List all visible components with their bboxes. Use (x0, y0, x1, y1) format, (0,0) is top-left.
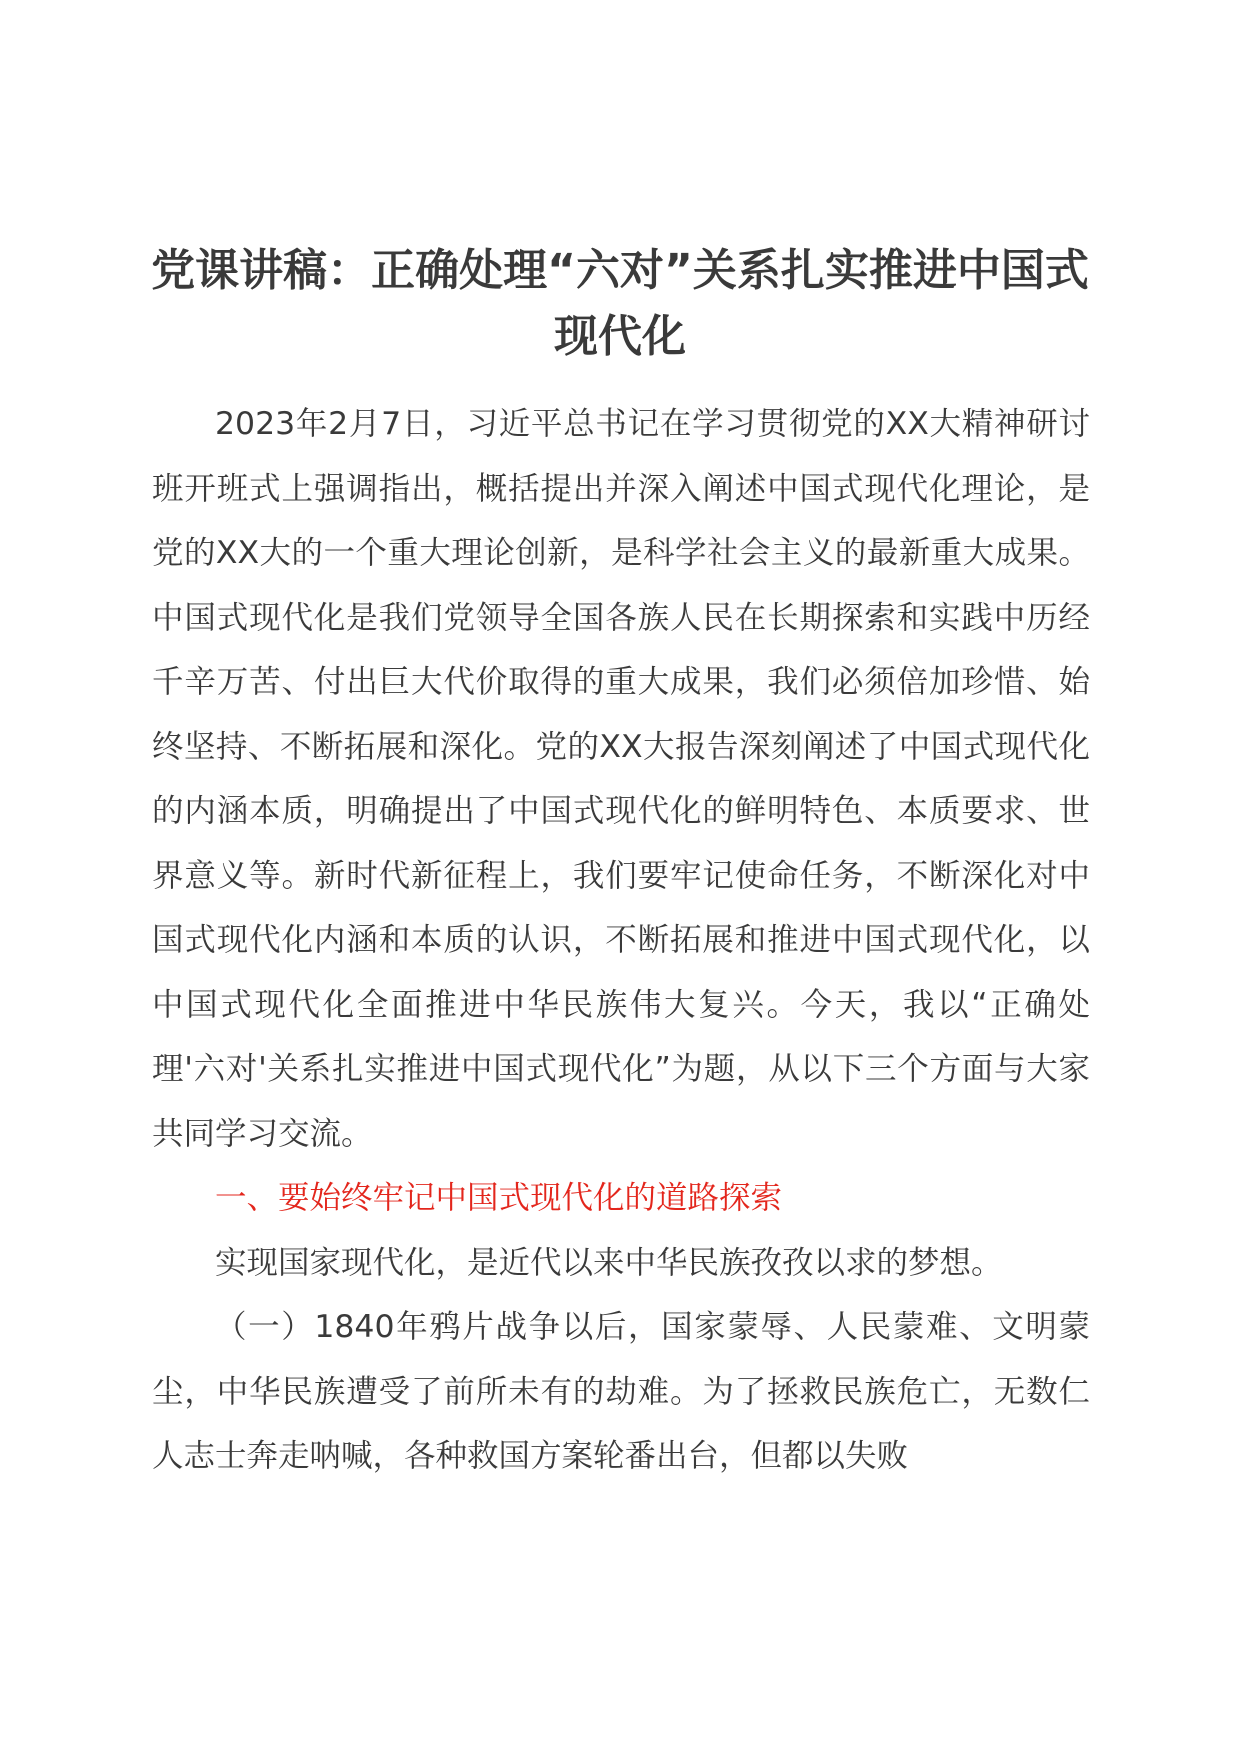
section-heading: 一、要始终牢记中国式现代化的道路探索 (215, 1180, 783, 1216)
document-body (152, 392, 1090, 1489)
intro-paragraph: 2023年2月7日，习近平总书记在学习贯彻党的XX大精神研讨班开班式上强调指出，概括提出并深入阐述中国式现代化理论，是党的XX大的一个重大理论创新，是科学社会主义的最新重大成果。中国式现代化是我们党领导全国各族人民在长期探索和实践中历经千辛万苦、付出巨大代价取得的重大成果，我们必须倍加珍惜、始终坚持、不断拓展和深化。党的XX大报告深刻阐述了中国式现代化的内涵本质，明确提出了中国式现代化的鲜明特色、本质要求、世界意义等。新时代新征程上，我们要牢记使命任务，不断深化对中国式现代化内涵和本质的认识，不断拓展和推进中国式现代化，以中国式现代化全面推进中华民族伟大复兴。今天，我以“正确处理'六对'关系扎实推进中国式现代化”为题，从以下三个方面与大家共同学习交流。 (152, 406, 1090, 1152)
subsection-paragraph: （一）1840年鸦片战争以后，国家蒙辱、人民蒙难、文明蒙尘，中华民族遭受了前所未有的劫难。为了拯救民族危亡，无数仁人志士奔走呐喊，各种救国方案轮番出台，但都以失败 (152, 1309, 1090, 1474)
document-title: 党课讲稿：正确处理“六对”关系扎实推进中国式现代化 (151, 245, 1089, 362)
section-paragraph: 实现国家现代化，是近代以来中华民族孜孜以求的梦想。 (215, 1244, 1003, 1281)
